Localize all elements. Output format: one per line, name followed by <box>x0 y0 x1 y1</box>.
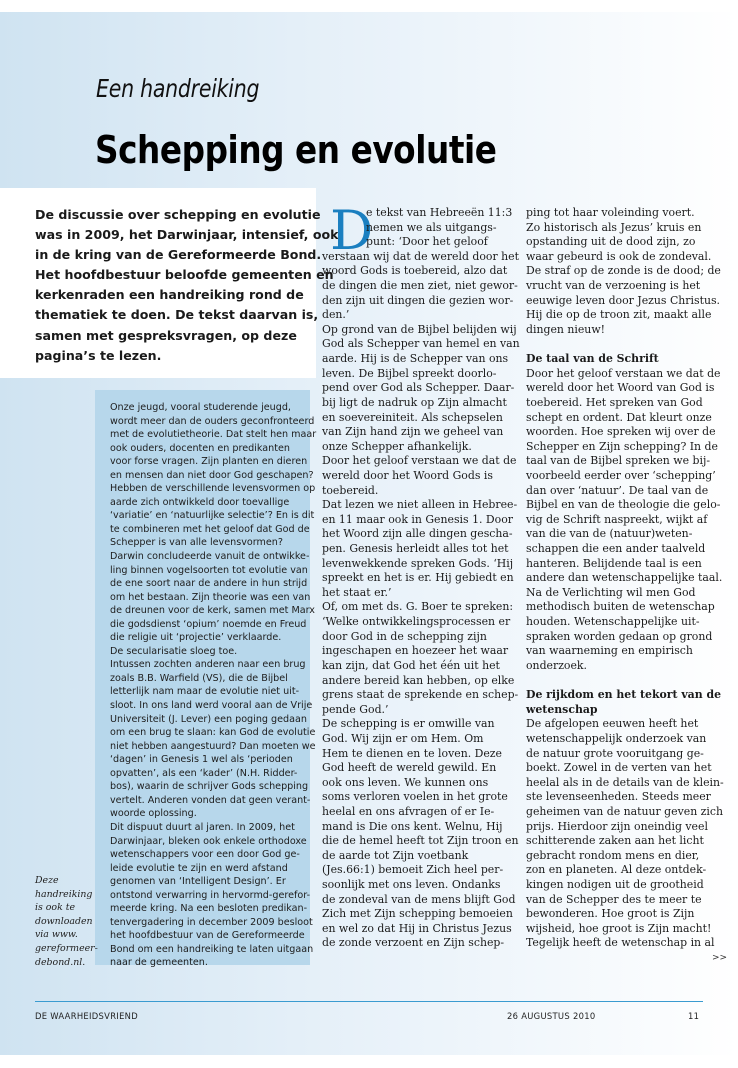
text-line: downloaden <box>35 915 93 927</box>
text-line: wereld door het Woord van God is <box>526 381 715 395</box>
section-heading: De rijkdom en het tekort van de <box>526 688 721 702</box>
text-line: Intussen zochten anderen naar een brug <box>110 659 306 671</box>
text-line: De schepping is er omwille van <box>322 717 495 731</box>
text-line: Tegelijk heeft de wetenschap in al <box>526 936 715 950</box>
text-line: hanteren. Belijdende taal is een <box>526 556 702 570</box>
text-line: Hij die op de troon zit, maakt alle <box>526 308 712 322</box>
text-line: ping tot haar voleinding voert. <box>526 206 695 219</box>
text-line: ‘variatie’ en ‘natuurlijke selectie’? En is dit <box>110 510 315 522</box>
text-line: in de kring van de Gereformeerde Bond. <box>35 247 322 263</box>
text-line: met de evolutietheorie. Dat stelt hen maar <box>110 429 317 441</box>
text-line: dan over ‘natuur’. De taal van de <box>526 483 709 497</box>
text-line: Bijbel en van de theologie die gelo- <box>526 498 721 512</box>
text-line: pen. Genesis herleidt alles tot het <box>322 542 509 556</box>
text-line: mand is Die ons kent. Welnu, Hij <box>322 819 503 833</box>
text-line: dingen nieuw! <box>526 322 606 336</box>
text-line: Zich met Zijn schepping bemoeien <box>322 907 513 921</box>
text-line: handreiking <box>35 888 93 900</box>
text-line: Deze <box>35 875 59 886</box>
footer-date: 26 AUGUSTUS 2010 <box>507 1011 596 1021</box>
text-line: den zijn uit dingen die gezien wor- <box>322 293 514 307</box>
text-line: ook ons leven. We kunnen ons <box>322 775 489 789</box>
text-line: pende God.’ <box>322 702 389 716</box>
text-line: den.’ <box>322 308 350 322</box>
text-line: (Jes.66:1) bemoeit Zich heel per- <box>322 863 504 877</box>
text-line: Darwin concludeerde vanuit de ontwikke- <box>110 551 310 563</box>
text-line: De discussie over schepping en evolutie <box>35 207 321 222</box>
text-line: die godsdienst ‘opium’ noemde en Freud <box>110 618 307 630</box>
text-line: soms verloren voelen in het grote <box>322 790 508 804</box>
text-line: Of, om met ds. G. Boer te spreken: <box>322 600 514 614</box>
text-line: gebracht rondom mens en dier, <box>526 848 700 862</box>
text-line: De afgelopen eeuwen heeft het <box>526 717 699 731</box>
text-line: Bond om een handreiking te laten uitgaan <box>110 943 314 955</box>
text-line: levenwekkende spreken Gods. ‘Hij <box>322 556 514 570</box>
text-line: De secularisatie sloeg toe. <box>110 645 238 657</box>
column-right <box>526 206 724 951</box>
text-line: zoals B.B. Warfield (VS), die de Bijbel <box>110 672 288 684</box>
text-line: leide evolutie te zijn en werd afstand <box>110 862 288 874</box>
text-line: wordt meer dan de ouders geconfronteerd <box>110 415 315 427</box>
text-line: Zo historisch als Jezus’ kruis en <box>526 220 702 234</box>
drop-cap: D <box>330 199 374 262</box>
text-line: ook ouders, docenten en predikanten <box>110 442 290 454</box>
page-title: Schepping en evolutie <box>95 128 497 172</box>
text-line: ontstond verwarring in hervormd-gerefor- <box>110 889 311 901</box>
sidebar-box-text <box>110 401 316 970</box>
section-heading: De taal van de Schrift <box>526 352 659 366</box>
text-line: samen met gespreksvragen, op deze <box>35 327 297 343</box>
text-line: is ook te <box>35 902 76 914</box>
text-line: heelal en ons afvragen of er Ie- <box>322 804 495 818</box>
text-line: zon en planeten. Al deze ontdek- <box>526 863 707 877</box>
text-line: verstaan wij dat de wereld door het <box>322 249 519 263</box>
text-line: pend over God als Schepper. Daar- <box>322 381 515 395</box>
text-line: bewonderen. Hoe groot is Zijn <box>526 907 695 921</box>
text-line: van de Schepper des te meer te <box>526 892 702 906</box>
text-line: voor forse vragen. Zijn planten en dieren <box>110 456 308 468</box>
text-line: Het hoofdbestuur beloofde gemeenten en <box>35 267 334 283</box>
text-line: e tekst van Hebreeën 11:3 <box>366 206 513 219</box>
intro-text <box>35 205 339 366</box>
text-line: onderzoek. <box>526 658 587 672</box>
text-line: Schepper is van alle levensvormen? <box>110 537 283 549</box>
text-line: God. Wij zijn er om Hem. Om <box>322 731 484 745</box>
text-line: Na de Verlichting wil men God <box>526 585 696 599</box>
text-line: woord Gods is toebereid, alzo dat <box>322 264 508 278</box>
kicker: Een handreiking <box>96 74 260 103</box>
text-line: Onze jeugd, vooral studerende jeugd, <box>110 402 291 413</box>
column-middle <box>322 199 520 951</box>
text-line: naar de gemeenten. <box>110 957 208 969</box>
text-line: Universiteit (J. Lever) een poging gedaan <box>110 713 307 725</box>
text-line: de dingen die men ziet, niet gewor- <box>322 279 518 293</box>
text-line: opvatten’, als een ‘kader’ (N.H. Ridder- <box>110 767 298 779</box>
text-line: Door het geloof verstaan we dat de <box>526 366 721 380</box>
text-line: te combineren met het geloof dat God de <box>110 523 310 535</box>
text-line: Hebben de verschillende levensvormen op <box>110 483 316 495</box>
text-line: thematiek te doen. De tekst daarvan is, <box>35 307 319 323</box>
text-line: andere dan wetenschappelijke taal. <box>526 571 723 585</box>
text-line: Darwinjaar, bleken ook enkele orthodoxe <box>110 835 307 847</box>
text-line <box>526 337 724 352</box>
text-line: Dat lezen we niet alleen in Hebree- <box>322 498 518 512</box>
text-line: om het bestaan. Zijn theorie was een van <box>110 591 311 603</box>
continue-marker: >> <box>712 953 728 963</box>
text-line: grens staat de sprekende en schep- <box>322 688 519 702</box>
text-line: toebereid. <box>322 483 379 497</box>
text-line: wereld door het Woord Gods is <box>322 468 493 482</box>
text-line: van waarneming en empirisch <box>526 644 693 658</box>
text-line: wijsheid, hoe groot is Zijn macht! <box>526 921 712 935</box>
text-line <box>526 674 724 689</box>
text-line: letterlijk nam maar de evolutie niet uit- <box>110 686 300 698</box>
text-line: boekt. Zowel in de verten van het <box>526 761 712 775</box>
text-line: het staat er.’ <box>322 585 392 599</box>
text-line: ‘dagen’ in Genesis 1 wel als ‘perioden <box>110 754 293 766</box>
text-line: spreekt en het is er. Hij gebiedt en <box>322 571 514 585</box>
text-line: tenvergadering in december 2009 besloot <box>110 916 313 928</box>
text-line: bij ligt de nadruk op Zijn almacht <box>322 395 507 409</box>
text-line: gereformeer- <box>35 942 98 954</box>
text-line: schappen die een ander taalveld <box>526 542 706 556</box>
text-line: wetenschappers voor een door God ge- <box>110 849 300 861</box>
footer-page-number: 11 <box>688 1011 700 1021</box>
text-line: aarde zich ontwikkeld door toevallige <box>110 496 290 508</box>
text-line: onze Schepper afhankelijk. <box>322 439 472 453</box>
text-line: genomen van ‘Intelligent Design’. Er <box>110 876 286 888</box>
text-line: Dit dispuut duurt al jaren. In 2009, het <box>110 821 295 833</box>
text-line: sloot. In ons land werd vooral aan de Vrije <box>110 700 313 712</box>
text-line: pagina’s te lezen. <box>35 347 162 363</box>
text-line: van die van de (natuur)weten- <box>526 527 693 541</box>
text-line: God als Schepper van hemel en van <box>322 337 520 351</box>
text-line: de natuur grote vooruitgang ge- <box>526 746 704 760</box>
footer-publication: DE WAARHEIDSVRIEND <box>35 1011 138 1021</box>
text-line: kingen nodigen uit de grootheid <box>526 878 704 892</box>
text-line: en wel zo dat Hij in Christus Jezus <box>322 921 512 935</box>
text-line: ste levenseenheden. Steeds meer <box>526 790 711 804</box>
text-line: waar gebeurd is ook de zondeval. <box>526 249 712 263</box>
text-line: de zonde verzoent en Zijn schep- <box>322 936 505 950</box>
text-line: taal van de Bijbel spreken we bij- <box>526 454 711 468</box>
text-line: debond.nl. <box>35 956 86 968</box>
text-line: geheimen van de natuur geven zich <box>526 804 724 818</box>
text-line: door God in de schepping zijn <box>322 629 487 643</box>
text-line: Hem te dienen en te loven. Deze <box>322 746 502 760</box>
text-line: het Woord zijn alle dingen gescha- <box>322 527 513 541</box>
text-line: eeuwige leven door Jezus Christus. <box>526 293 721 307</box>
footer-rule <box>35 1001 703 1002</box>
text-line: punt: ‘Door het geloof <box>366 235 488 249</box>
text-line: prijs. Hierdoor zijn oneindig veel <box>526 819 708 833</box>
text-line: en soevereiniteit. Als schepselen <box>322 410 503 424</box>
text-line: die religie uit ‘projectie’ verklaarde. <box>110 632 282 644</box>
text-line: via www. <box>35 929 78 941</box>
text-line: schept en ordent. Dat kleurt onze <box>526 410 712 424</box>
text-line: soonlijk met ons leven. Ondanks <box>322 878 501 892</box>
text-line: de zondeval van de mens blijft God <box>322 892 516 906</box>
text-line: heelal als in de details van de klein- <box>526 775 724 789</box>
text-line: was in 2009, het Darwinjaar, intensief, ook <box>35 227 339 243</box>
text-line: God heeft de wereld gewild. En <box>322 761 497 775</box>
text-line: toebereid. Het spreken van God <box>526 395 703 409</box>
text-line: kan zijn, dat God het één uit het <box>322 658 500 672</box>
text-line: leven. De Bijbel spreekt doorlo- <box>322 366 497 380</box>
text-line: Op grond van de Bijbel belijden wij <box>322 322 517 336</box>
text-line: en 11 maar ook in Genesis 1. Door <box>322 512 513 526</box>
text-line: om een brug te slaan: kan God de evolutie <box>110 727 316 739</box>
download-note <box>35 874 98 969</box>
text-line: vertelt. Anderen vonden dat geen verant- <box>110 794 311 806</box>
text-line: kerkenraden een handreiking rond de <box>35 287 304 303</box>
text-line: voorbeeld eerder over ‘schepping’ <box>526 468 716 482</box>
text-line: woorden. Hoe spreken wij over de <box>526 425 716 439</box>
text-line: bos), waarin de schrijver Gods schepping <box>110 781 309 793</box>
text-line: van Zijn hand zijn we geheel van <box>322 425 504 439</box>
text-line: Schepper en Zijn schepping? In de <box>526 439 718 453</box>
text-line: spraken worden gedaan op grond <box>526 629 713 643</box>
text-line: de aarde tot Zijn voetbank <box>322 848 469 862</box>
text-line: methodisch buiten de wetenschap <box>526 600 715 614</box>
section-heading: wetenschap <box>526 702 598 716</box>
text-line: vrucht van de verzoening is het <box>526 279 701 293</box>
text-line: het hoofdbestuur van de Gereformeerde <box>110 930 305 942</box>
text-line: die de hemel heeft tot Zijn troon en <box>322 834 519 848</box>
text-line: meerde kring. Na een besloten predikan- <box>110 903 308 915</box>
text-line: woorde oplossing. <box>110 808 197 820</box>
text-line: niet hebben aangestuurd? Dan moeten we <box>110 740 316 752</box>
text-line: Door het geloof verstaan we dat de <box>322 454 517 468</box>
text-line: ‘Welke ontwikkelingsprocessen er <box>322 615 511 629</box>
text-line: ingeschapen en hoezeer het waar <box>322 644 509 658</box>
text-line: opstanding uit de dood zijn, zo <box>526 235 696 249</box>
text-line: de ene soort naar de andere in hun strijd <box>110 578 308 590</box>
text-line: ling binnen vogelsoorten tot evolutie van <box>110 564 308 576</box>
text-line: de dreunen voor de kerk, samen met Marx <box>110 605 315 617</box>
text-line: schitterende zaken aan het licht <box>526 834 704 848</box>
text-line: en mensen dan niet door God geschapen? <box>110 469 314 481</box>
text-line: De straf op de zonde is de dood; de <box>526 264 721 278</box>
text-line: andere bereid kan hebben, op elke <box>322 673 515 687</box>
text-line: wetenschappelijk onderzoek van <box>526 731 707 745</box>
text-line: nemen we als uitgangs- <box>366 220 497 234</box>
text-line: houden. Wetenschappelijke uit- <box>526 615 700 629</box>
text-line: vig de Schrift naspreekt, wijkt af <box>526 512 708 526</box>
text-line: aarde. Hij is de Schepper van ons <box>322 352 509 366</box>
